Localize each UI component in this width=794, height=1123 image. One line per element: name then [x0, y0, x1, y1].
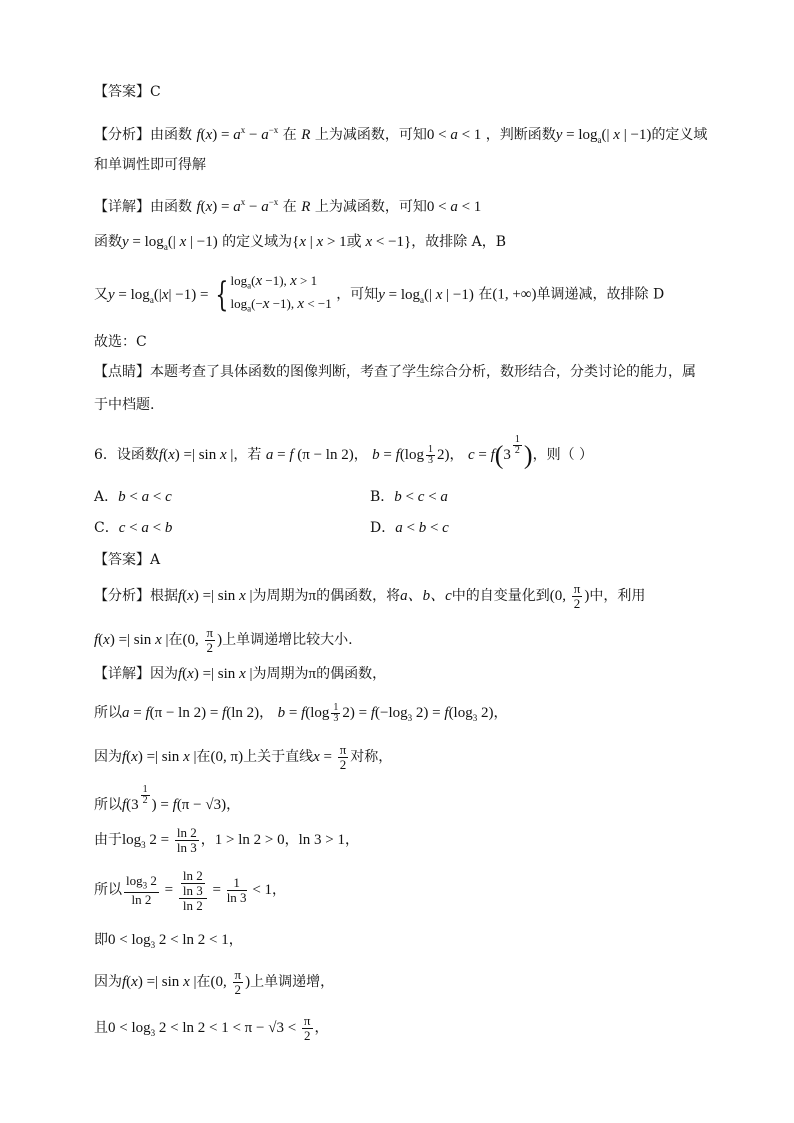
text: 在 — [196, 749, 211, 765]
text: 所以 — [94, 882, 122, 898]
text: 因为 — [150, 666, 178, 682]
text: 上为减函数，可知 — [314, 199, 427, 215]
formula: b < c < a — [394, 489, 448, 505]
text: 为周期为 — [252, 588, 309, 604]
option-a — [94, 487, 172, 507]
formula: 0 < a < 1 — [426, 199, 482, 215]
text: 本题考查了具体函数的图像判断，考查了学生综合分析，数形结合，分类讨论的能力，属 — [150, 364, 696, 380]
q6-detail-line1 — [94, 664, 386, 684]
text: 上为减函数，可知 — [314, 127, 427, 143]
q5-comment-line2 — [94, 395, 154, 415]
formula: $0 < \log_3 2 < \ln 2 < 1 < \pi - √3$ < $\frac{\pi}{2}$ — [108, 1013, 311, 1044]
q5-analysis-line2 — [94, 155, 206, 175]
answer-tag: 【答案】 — [94, 552, 150, 568]
option-d — [370, 518, 449, 538]
formula: f(x) =| sin x | — [178, 666, 253, 682]
q6-answer-line — [94, 550, 160, 570]
q6-analysis-line2 — [94, 622, 353, 658]
q6-detail-line3 — [94, 740, 392, 774]
analysis-tag: 【分析】 — [94, 588, 150, 604]
answer-value: C — [150, 84, 161, 100]
formula: $\frac{\log_3 2}{\ln 2}$ = $\frac{\frac{\ln 2}{\ln 3}}{\ln 2}$ = $\frac{1}{\ln 3}$ < 1 — [126, 867, 273, 913]
text: 在 — [282, 199, 297, 215]
analysis-tag: 【分析】 — [94, 127, 150, 143]
text: 函数 — [94, 234, 122, 250]
q5-analysis-line1 — [94, 120, 707, 150]
formula: $y = \log_a(|$ x | −1) — [122, 234, 218, 252]
formula: $y = \log_a(|$ x | −1) — [555, 127, 652, 145]
text: 为周期为 — [252, 666, 309, 682]
formula: f(x) =| sin x | — [158, 447, 234, 463]
text: 的定义域 — [651, 127, 708, 143]
brace: { — [215, 274, 229, 315]
formula: a = f(π − ln 2) = f(ln 2) — [122, 705, 260, 721]
text: 所以 — [94, 797, 122, 813]
formula: 1 > ln 2 > 0 — [214, 832, 285, 848]
q5-detail-line3 — [94, 272, 664, 320]
text: ，可知 — [336, 286, 379, 303]
formula: (0, $\frac{\pi}{2}$ ) — [210, 967, 251, 998]
q6-detail-line4: 所以f(3 $^{\frac{1}{2}}$ ) = f(π − √3)， — [94, 784, 241, 813]
text: 因为 — [94, 749, 122, 765]
formula: a、b、c — [400, 588, 452, 604]
text: 由函数 — [150, 127, 192, 143]
detail-tag: 【详解】 — [94, 666, 150, 682]
formula: ln 3 > 1 — [298, 832, 345, 848]
formula: (0, $\frac{\pi}{2}$ ) — [182, 625, 223, 656]
formula: {x | x > 1或 x < −1} — [292, 234, 412, 250]
formula: b = f(log $\frac{1}{3}$ $2) = f(-\log_3$ $2) = f(\log_3$ 2) — [277, 702, 494, 725]
formula: $f(x) = a^x - a^{-x}$ — [196, 197, 279, 215]
detail-tag: 【详解】 — [94, 199, 150, 215]
text: 即 — [94, 932, 108, 948]
q6-analysis-line1 — [94, 578, 645, 614]
formula: $y = \log_a(|x| -1)$ = — [108, 286, 209, 305]
text: ，故排除 A，B — [411, 234, 507, 250]
answer-value: A — [150, 552, 161, 568]
option-label: A． — [94, 489, 119, 505]
text: 在 — [196, 974, 211, 990]
formula: π — [308, 588, 317, 604]
formula: 0 < a < 1 — [426, 127, 482, 143]
answer-tag: 【答案】 — [94, 84, 150, 100]
text: 上单调递增， — [250, 974, 335, 990]
text: ，若 — [233, 447, 262, 463]
formula: (0, π) — [210, 749, 244, 765]
text: 由于 — [94, 832, 122, 848]
text: ，则（ ） — [532, 447, 594, 463]
formula: c = f(3 $^{\frac{1}{2}}$ ) — [467, 434, 533, 470]
option-label: C． — [94, 520, 119, 536]
q6-detail-line6: 所以 $\frac{\log_3 2}{\ln 2}$ = $\frac{\frac{\ln 2}{\ln 3}}{\ln 2}$ = $\frac{1}{\ln 3}$ < 1， — [94, 867, 287, 913]
comment-tag: 【点睛】 — [94, 364, 150, 380]
q5-answer-line — [94, 82, 161, 102]
text: 所以 — [94, 705, 122, 721]
q5-detail-line2 — [94, 232, 506, 257]
text: 又 — [94, 286, 108, 303]
option-label: D． — [370, 520, 396, 536]
formula: a = f (π − ln 2) — [265, 447, 354, 463]
formula: f(x) =| sin x | — [178, 588, 253, 604]
text: 在 — [168, 632, 183, 648]
text: 对称， — [350, 749, 393, 765]
piecewise-cases: $\log_a(x -1)$, x > 1 $\log_a(-x -1)$, x < −1 — [230, 273, 332, 314]
text: 由函数 — [150, 199, 192, 215]
option-b — [370, 487, 448, 507]
text: 在 — [282, 127, 297, 143]
formula: (0, $\frac{\pi}{2}$ ) — [549, 581, 590, 612]
text: 单调递减，故排除 D — [536, 286, 665, 303]
text: 于中档题. — [94, 397, 155, 413]
formula: b = f(log $\frac{1}{3}$ 2) — [372, 444, 450, 467]
q6-stem: 6．设函数f(x) =| sin x |，若 a = f (π − ln 2)， b = f(log $\frac{1}{3}$ 2)， c = f(3 $^{\frac{1}{2}}$ )，则（ ） — [94, 434, 594, 470]
formula: f(x) =| sin x | — [94, 632, 169, 648]
text: 6．设函数 — [94, 447, 159, 463]
option-label: B． — [370, 489, 395, 505]
formula: R — [301, 199, 311, 215]
formula: x = $\frac{\pi}{2}$ — [313, 742, 347, 773]
formula: π — [308, 666, 317, 682]
formula: f(x) =| sin x | — [122, 749, 197, 765]
formula: a < b < c — [395, 520, 449, 536]
formula: f(3 $^{\frac{1}{2}}$ ) = f(π − √3) — [122, 784, 227, 813]
text: 因为 — [94, 974, 122, 990]
formula: $\log_3 2$ = $\frac{\ln 2}{\ln 3}$ — [122, 825, 197, 856]
text: 上单调递增比较大小. — [222, 632, 353, 648]
text: 在 — [478, 286, 493, 303]
text: 根据 — [150, 588, 178, 604]
formula: $f(x) = a^x - a^{-x}$ — [196, 125, 279, 143]
text: 中的自变量化到 — [451, 588, 550, 604]
q5-comment-line1 — [94, 362, 696, 382]
text: 的偶函数， — [316, 666, 387, 682]
text: 中，利用 — [589, 588, 646, 604]
formula: $0 < \log_3 2 < \ln 2 < 1$ — [108, 932, 229, 950]
text: 的定义域为 — [222, 234, 293, 250]
text: 和单调性即可得解 — [94, 157, 206, 173]
text: 的偶函数，将 — [316, 588, 401, 604]
q5-choose — [94, 332, 147, 352]
text: 且 — [94, 1020, 108, 1036]
formula: (1, +∞) — [492, 286, 537, 303]
text: 上关于直线 — [243, 749, 314, 765]
text: 故选：C — [94, 334, 147, 350]
formula: b < a < c — [118, 489, 172, 505]
q6-detail-line5: 由于$\log_3 2$ = $\frac{\ln 2}{\ln 3}$ ，1 > ln 2 > 0，ln 3 > 1， — [94, 825, 359, 856]
q6-detail-line9: 且$0 < \log_3 2 < \ln 2 < 1 < \pi - √3$ < $\frac{\pi}{2}$ ， — [94, 1013, 329, 1044]
formula: f(x) =| sin x | — [122, 974, 197, 990]
formula: c < a < b — [118, 520, 173, 536]
q6-detail-line7: 即$0 < \log_3 2 < \ln 2 < 1$， — [94, 932, 243, 950]
formula: R — [301, 127, 311, 143]
q5-detail-line1 — [94, 192, 481, 217]
q6-detail-line8 — [94, 964, 334, 1000]
option-c — [94, 518, 172, 538]
text: ，判断函数 — [485, 127, 556, 143]
q6-detail-line2: 所以a = f(π − ln 2) = f(ln 2)， b = f(log $\frac{1}{3}$ $2) = f(-\log_3$ $2) = f(\log_3$ 2)， — [94, 702, 508, 725]
formula: $y = \log_a(|$ x | −1) — [378, 286, 474, 305]
